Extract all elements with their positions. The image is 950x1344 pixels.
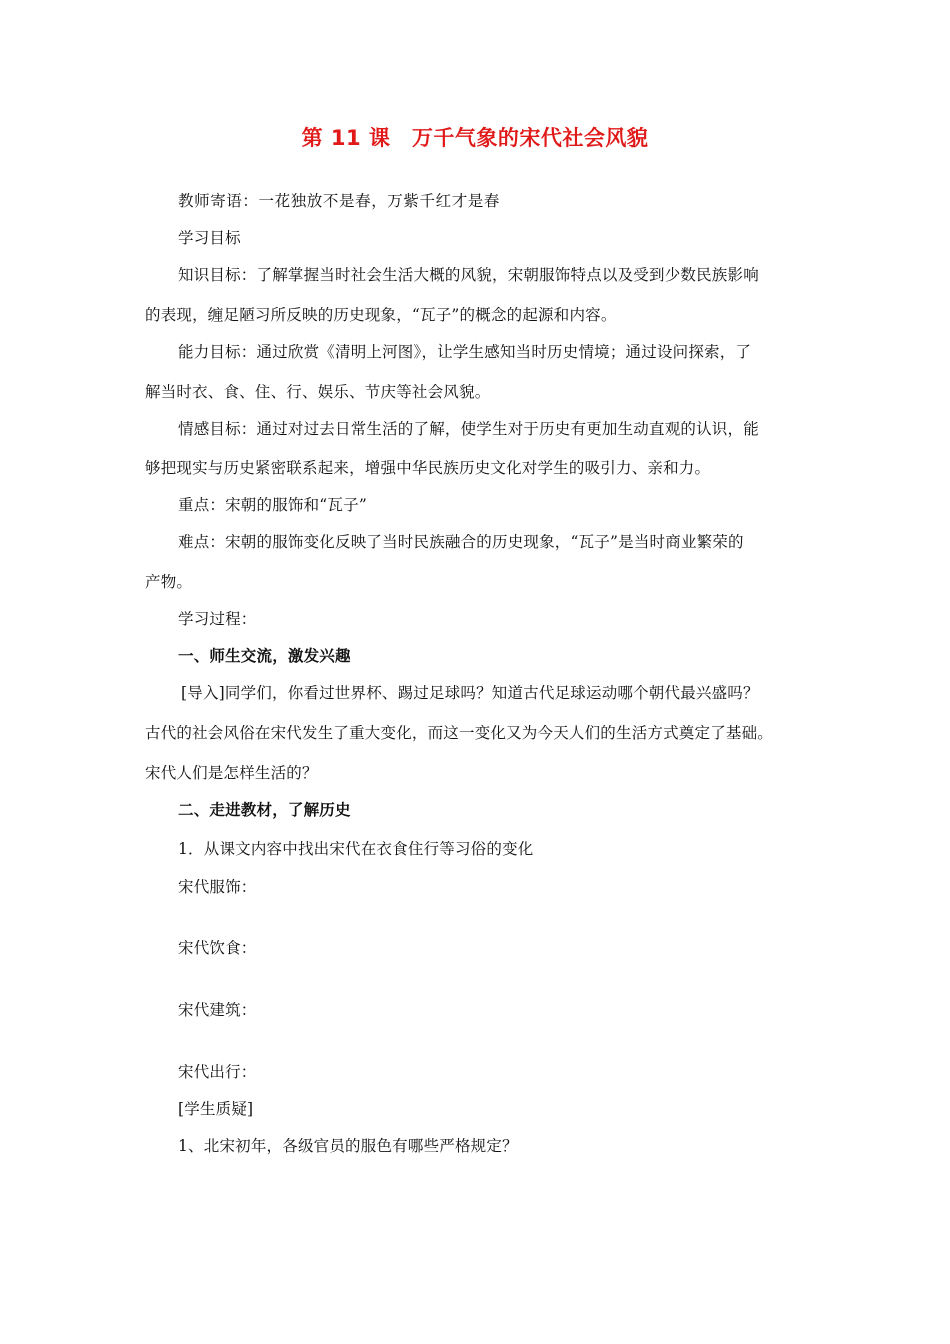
process-heading: 学习过程：: [178, 610, 257, 628]
knowledge-goal-line-2: 的表现，缠足陋习所反映的历史现象，“瓦子”的概念的起源和内容。: [145, 306, 617, 324]
travel-label: 宋代出行：: [178, 1063, 257, 1081]
knowledge-goal-line-1: 知识目标：了解掌握当时社会生活大概的风貌，宋朝服饰特点以及受到少数民族影响: [178, 266, 759, 284]
difficulty-line-1: 难点：宋朝的服饰变化反映了当时民族融合的历史现象，“瓦子”是当时商业繁荣的: [178, 533, 744, 551]
section-2-heading: 二、走进教材，了解历史: [178, 801, 351, 819]
section-1-heading: 一、师生交流，激发兴趣: [178, 647, 351, 665]
intro-line-1: [导入]同学们，你看过世界杯、踢过足球吗？知道古代足球运动哪个朝代最兴盛吗？: [181, 684, 759, 702]
intro-line-2: 古代的社会风俗在宋代发生了重大变化，而这一变化又为今天人们的生活方式奠定了基础。: [145, 724, 774, 742]
emotion-goal-line-2: 够把现实与历史紧密联系起来，增强中华民族历史文化对学生的吸引力、亲和力。: [145, 459, 711, 477]
objectives-heading: 学习目标: [178, 229, 241, 247]
task-1: 1．从课文内容中找出宋代在衣食住行等习俗的变化: [178, 840, 534, 858]
clothing-label: 宋代服饰：: [178, 878, 257, 896]
intro-line-3: 宋代人们是怎样生活的？: [145, 764, 318, 782]
building-label: 宋代建筑：: [178, 1001, 257, 1019]
key-point: 重点：宋朝的服饰和“瓦子”: [178, 496, 367, 514]
question-1: 1、北宋初年，各级官员的服色有哪些严格规定？: [178, 1137, 518, 1155]
teacher-message: 教师寄语：一花独放不是春，万紫千红才是春: [178, 192, 501, 210]
ability-goal-line-2: 解当时衣、食、住、行、娱乐、节庆等社会风貌。: [145, 383, 491, 401]
difficulty-line-2: 产物。: [145, 573, 193, 591]
food-label: 宋代饮食：: [178, 939, 257, 957]
page-title: 第 11 课 万千气象的宋代社会风貌: [301, 126, 649, 150]
student-question-label: [学生质疑]: [178, 1100, 254, 1118]
emotion-goal-line-1: 情感目标：通过对过去日常生活的了解，使学生对于历史有更加生动直观的认识，能: [178, 420, 759, 438]
ability-goal-line-1: 能力目标：通过欣赏《清明上河图》，让学生感知当时历史情境；通过设问探索，了: [178, 343, 752, 361]
